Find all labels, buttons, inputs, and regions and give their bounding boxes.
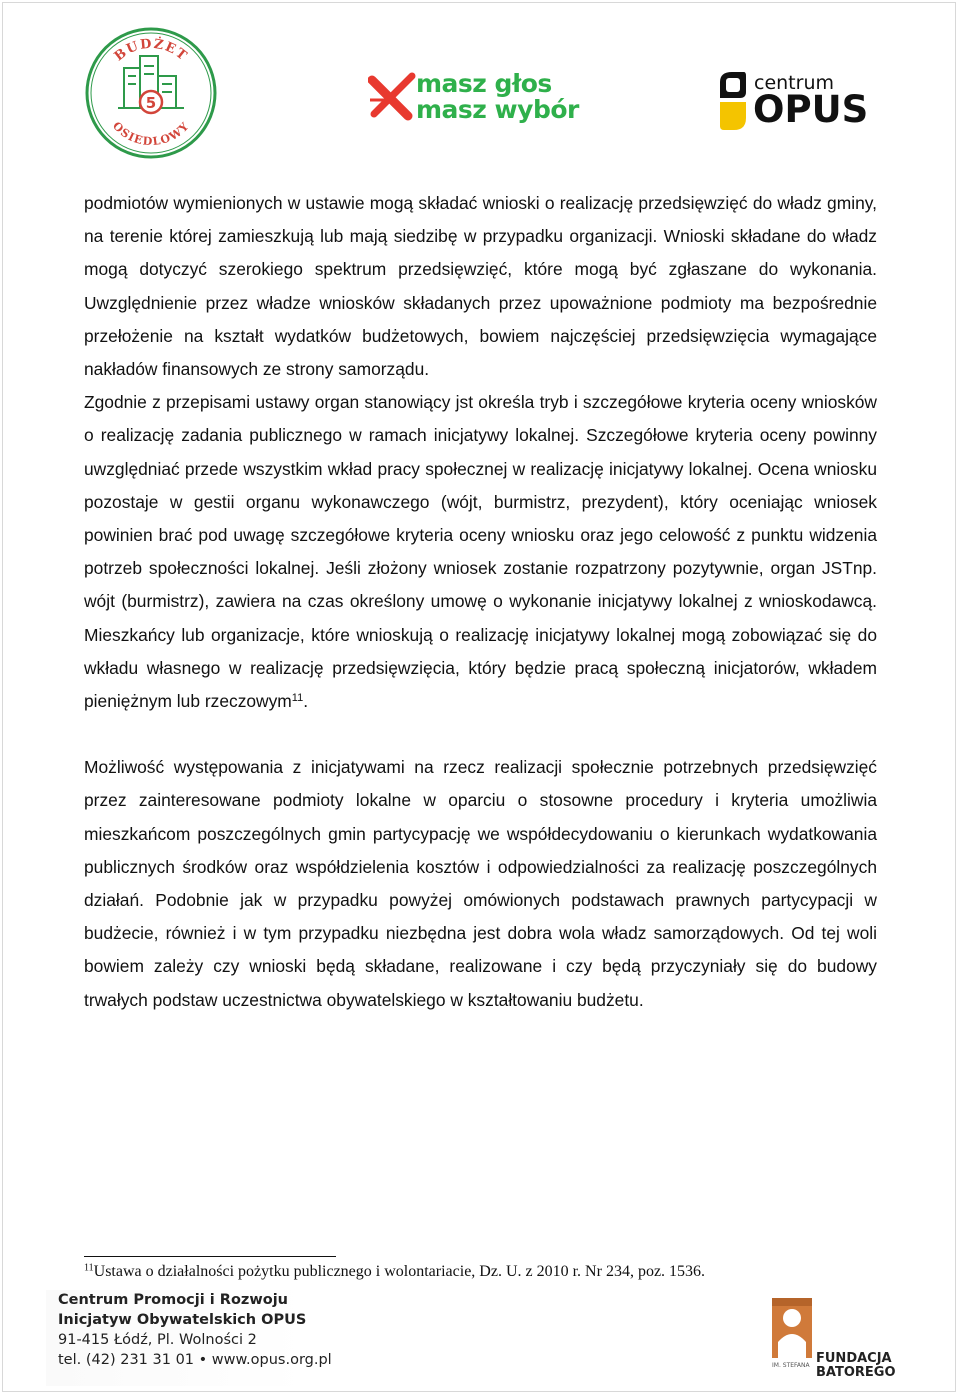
batory-mark-icon xyxy=(770,1296,814,1362)
paragraph-2 xyxy=(84,386,877,718)
centrum-opus-logo xyxy=(716,70,869,132)
opus-mark-icon xyxy=(716,70,750,132)
batory-small-text: IM. STEFANA xyxy=(772,1362,810,1369)
budzet-bottom-text: OSIEDLOWY xyxy=(109,119,193,149)
ballot-check-icon xyxy=(368,70,416,126)
budzet-osiedlowy-logo xyxy=(84,26,218,160)
fundacja-batorego-logo xyxy=(770,1296,894,1386)
footer-org-line-2: Inicjatyw Obywatelskich OPUS xyxy=(58,1312,307,1328)
paragraph-2-end: . xyxy=(303,691,309,712)
footnote-text: Ustawa o działalności pożytku publicznego i wolontariacie, Dz. U. z 2010 r. Nr 234, poz. 1536. xyxy=(93,1263,706,1280)
footnote-number: 11 xyxy=(84,1262,94,1274)
paragraph-2-text: Zgodnie z przepisami ustawy organ stanowiący jst określa tryb i szczegółowe kryteria oceny wniosków o realizację zadania publicznego w ramach inicjatywy lokalnej. Szczegółowe kryteria oceny powinny uwzględniać przede wszystkim wkład pracy społecznej w realizację inicjatywy lokalnej. Ocena wniosku pozostaje w gestii organu wykonawczego (wójt, burmistrz, prezydent), który oceniając wniosek powinien brać pod uwagę szczegółowe kryteria oceny wniosku oraz jego celowość z punktu widzenia potrzeb społeczności lokalnej. Jeśli złożony wniosek zostanie rozpatrzony pozytywnie, organ JSTnp. wójt (burmistrz), zawiera na czas określony umowę o wykonanie inicjatywy lokalnej z wnioskodawcą. Mieszkańcy lub organizacje, które wnioskują o realizację inicjatywy lokalnej mogą zobowiązać się do wkładu własnego w realizację przedsięwzięcia, który będzie pracą społeczną inicjatorów, wkładem pieniężnym lub rzeczowym xyxy=(84,392,877,712)
footer-address-block xyxy=(46,1290,332,1386)
footer-org-line-1: Centrum Promocji i Rozwoju xyxy=(58,1292,288,1308)
paragraph-3-text: Możliwość występowania z inicjatywami na rzecz realizacji społecznie potrzebnych przedsięwzięć przez zainteresowane podmioty lokalne w oparciu o stosowne procedury i kryteria umożliwia mieszkańcom poszczególnych gmin partycypację we współdecydowaniu o kierunkach wydatkowania publicznych środków oraz współdzielenia kosztów i odpowiedzialności za realizację poszczególnych działań. Podobnie jak w przypadku powyżej omówionych podstawach prawnych partycypacji w budżecie, również i w tym przypadku niezbędna jest dobra wola władz samorządowych. Od tej woli bowiem zależy czy wnioski będą składane, realizowane i czy będą przyczyniały się do budowy trwałych podstaw uczestnictwa obywatelskiego w kształtowaniu budżetu. xyxy=(84,757,877,1010)
opus-centrum-text: centrum xyxy=(754,72,834,94)
masz-glos-text: masz głos xyxy=(416,69,552,98)
footer-address-line: 91-415 Łódź, Pl. Wolności 2 xyxy=(58,1332,257,1348)
batory-name xyxy=(816,1352,896,1380)
footer-contact-line: tel. (42) 231 31 01 • www.opus.org.pl xyxy=(58,1352,332,1368)
document-body xyxy=(84,187,877,1017)
footnote-reference[interactable]: 11 xyxy=(291,692,304,704)
masz-glos-masz-wybor-logo xyxy=(368,70,578,126)
paragraph-1-text: podmiotów wymienionych w ustawie mogą składać wnioski o realizację przedsięwzięć do władz gminy, na terenie której zamieszkują lub mają siedzibę w przypadku organizacji. Wnioski składane do władz mogą dotyczyć szerokiego spektrum przedsięwzięć, które mogą być zgłaszane do wykonania. Uwzględnienie przez władze wniosków składanych przez upoważnione podmioty ma bezpośrednie przełożenie na kształt wydatków budżetowych, bowiem najczęściej przedsięwzięcia wymagające nakładów finansowych ze strony samorządu. xyxy=(84,193,877,380)
footnote xyxy=(84,1263,705,1281)
masz-wybor-text: masz wybór xyxy=(416,95,579,124)
svg-text:OSIEDLOWY xyxy=(110,119,192,148)
budzet-number: 5 xyxy=(145,94,157,112)
budzet-logo-graphic xyxy=(84,26,218,160)
budzet-top-text: BUDŻET xyxy=(111,36,191,65)
footnote-separator xyxy=(84,1256,336,1257)
opus-name-text: OPUS xyxy=(753,88,869,131)
paragraph-3 xyxy=(84,751,877,1017)
batory-line-2: BATOREGO xyxy=(816,1365,896,1380)
paragraph-1 xyxy=(84,187,877,386)
batory-line-1: FUNDACJA xyxy=(816,1351,892,1366)
